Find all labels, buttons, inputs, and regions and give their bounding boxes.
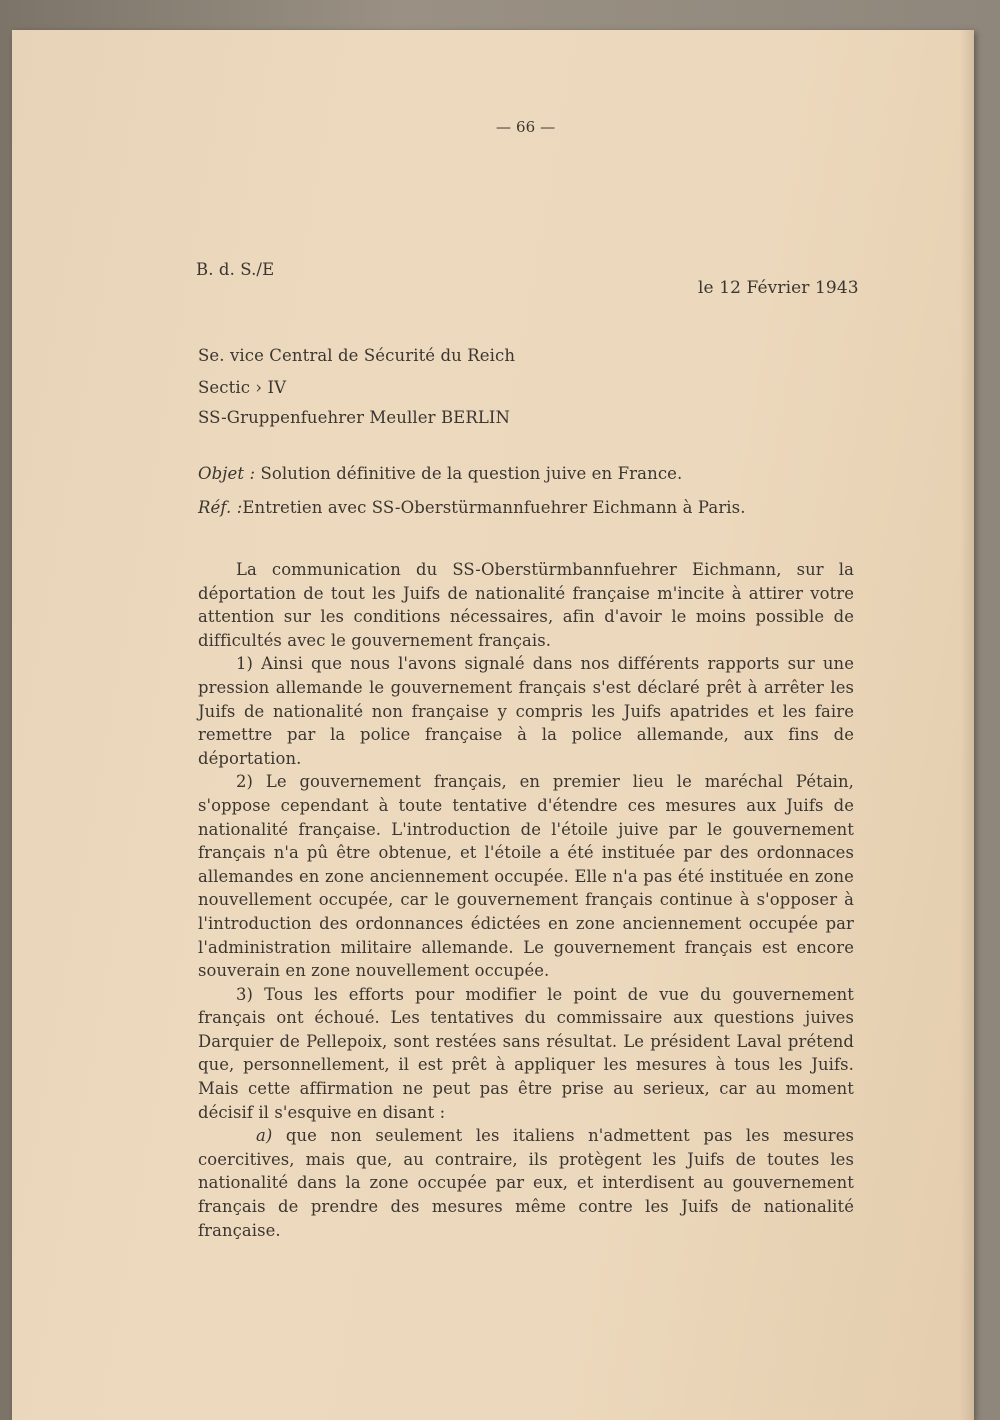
addressee-line: Sectic › IV [198, 378, 287, 397]
reference-code: B. d. S./E [196, 260, 275, 279]
subpoint-label: a) [256, 1126, 273, 1146]
body-paragraph: 1) Ainsi que nous l'avons signalé dans nos différents rapports sur une pression allemande le gouvernement français s'est déclaré prêt à arrêter les Juifs de nationalité non française y compris les Juifs apatrides et les faire remettre par la police française à la police allemande, aux fins de déportation. [198, 654, 854, 768]
body-paragraph: 2) Le gouvernement français, en premier lieu le maréchal Pétain, s'oppose cependant à toute tentative d'étendre ces mesures aux Juifs de nationalité française. L'introduction de l'étoile juive par le gouvernement français n'a pû être obtenue, et l'étoile a été instituée par des ordonnaces allemandes en zone anciennement occupée. Elle n'a pas été instituée en zone nouvellement occupée, car le gouvernement français continue à s'opposer à l'introduction des ordonnances édictées en zone anciennement occupée par l'administration militaire allemande. Le gouvernement français est encore souverain en zone nouvellement occupée. [198, 772, 854, 981]
letter-date: le 12 Février 1943 [698, 278, 859, 298]
reference-label: Réf. : [198, 498, 243, 517]
body-subpoint [198, 1124, 854, 1242]
document-page [12, 30, 974, 1420]
letter-body [198, 558, 854, 1242]
reference-text: Entretien avec SS-Oberstürmannfuehrer Eichmann à Paris. [242, 498, 746, 517]
subject-text: Solution définitive de la question juive en France. [255, 464, 683, 483]
body-paragraph: La communication du SS-Oberstürmbannfuehrer Eichmann, sur la déportation de tout les Juifs de nationalité française m'incite à attirer votre attention sur les conditions nécessaires, afin d'avoir le moins possible de difficultés avec le gouvernement français. [198, 560, 854, 650]
page-number: — 66 — [496, 118, 556, 136]
reference-line [198, 498, 746, 517]
subpoint-text: que non seulement les italiens n'admettent pas les mesures coercitives, mais que, au contraire, ils protègent les Juifs de toutes les nationalité dans la zone occupée par eux, et interdisent au gouvernement français de prendre des mesures même contre les Juifs de nationalité française. [198, 1126, 854, 1240]
addressee-line: SS-Gruppenfuehrer Meuller BERLIN [198, 408, 511, 427]
subject-label: Objet : [198, 464, 256, 483]
subject-line [198, 464, 682, 483]
addressee-line: Se. vice Central de Sécurité du Reich [198, 346, 516, 365]
page-edge-shadow [960, 30, 974, 1420]
body-paragraph: 3) Tous les efforts pour modifier le point de vue du gouvernement français ont échoué. Les tentatives du commissaire aux questions juives Darquier de Pellepoix, sont restées sans résultat. Le président Laval prétend que, personnellement, il est prêt à appliquer les mesures à tous les Juifs. Mais cette affirmation ne peut pas être prise au serieux, car au moment décisif il s'esquive en disant : [198, 984, 854, 1122]
